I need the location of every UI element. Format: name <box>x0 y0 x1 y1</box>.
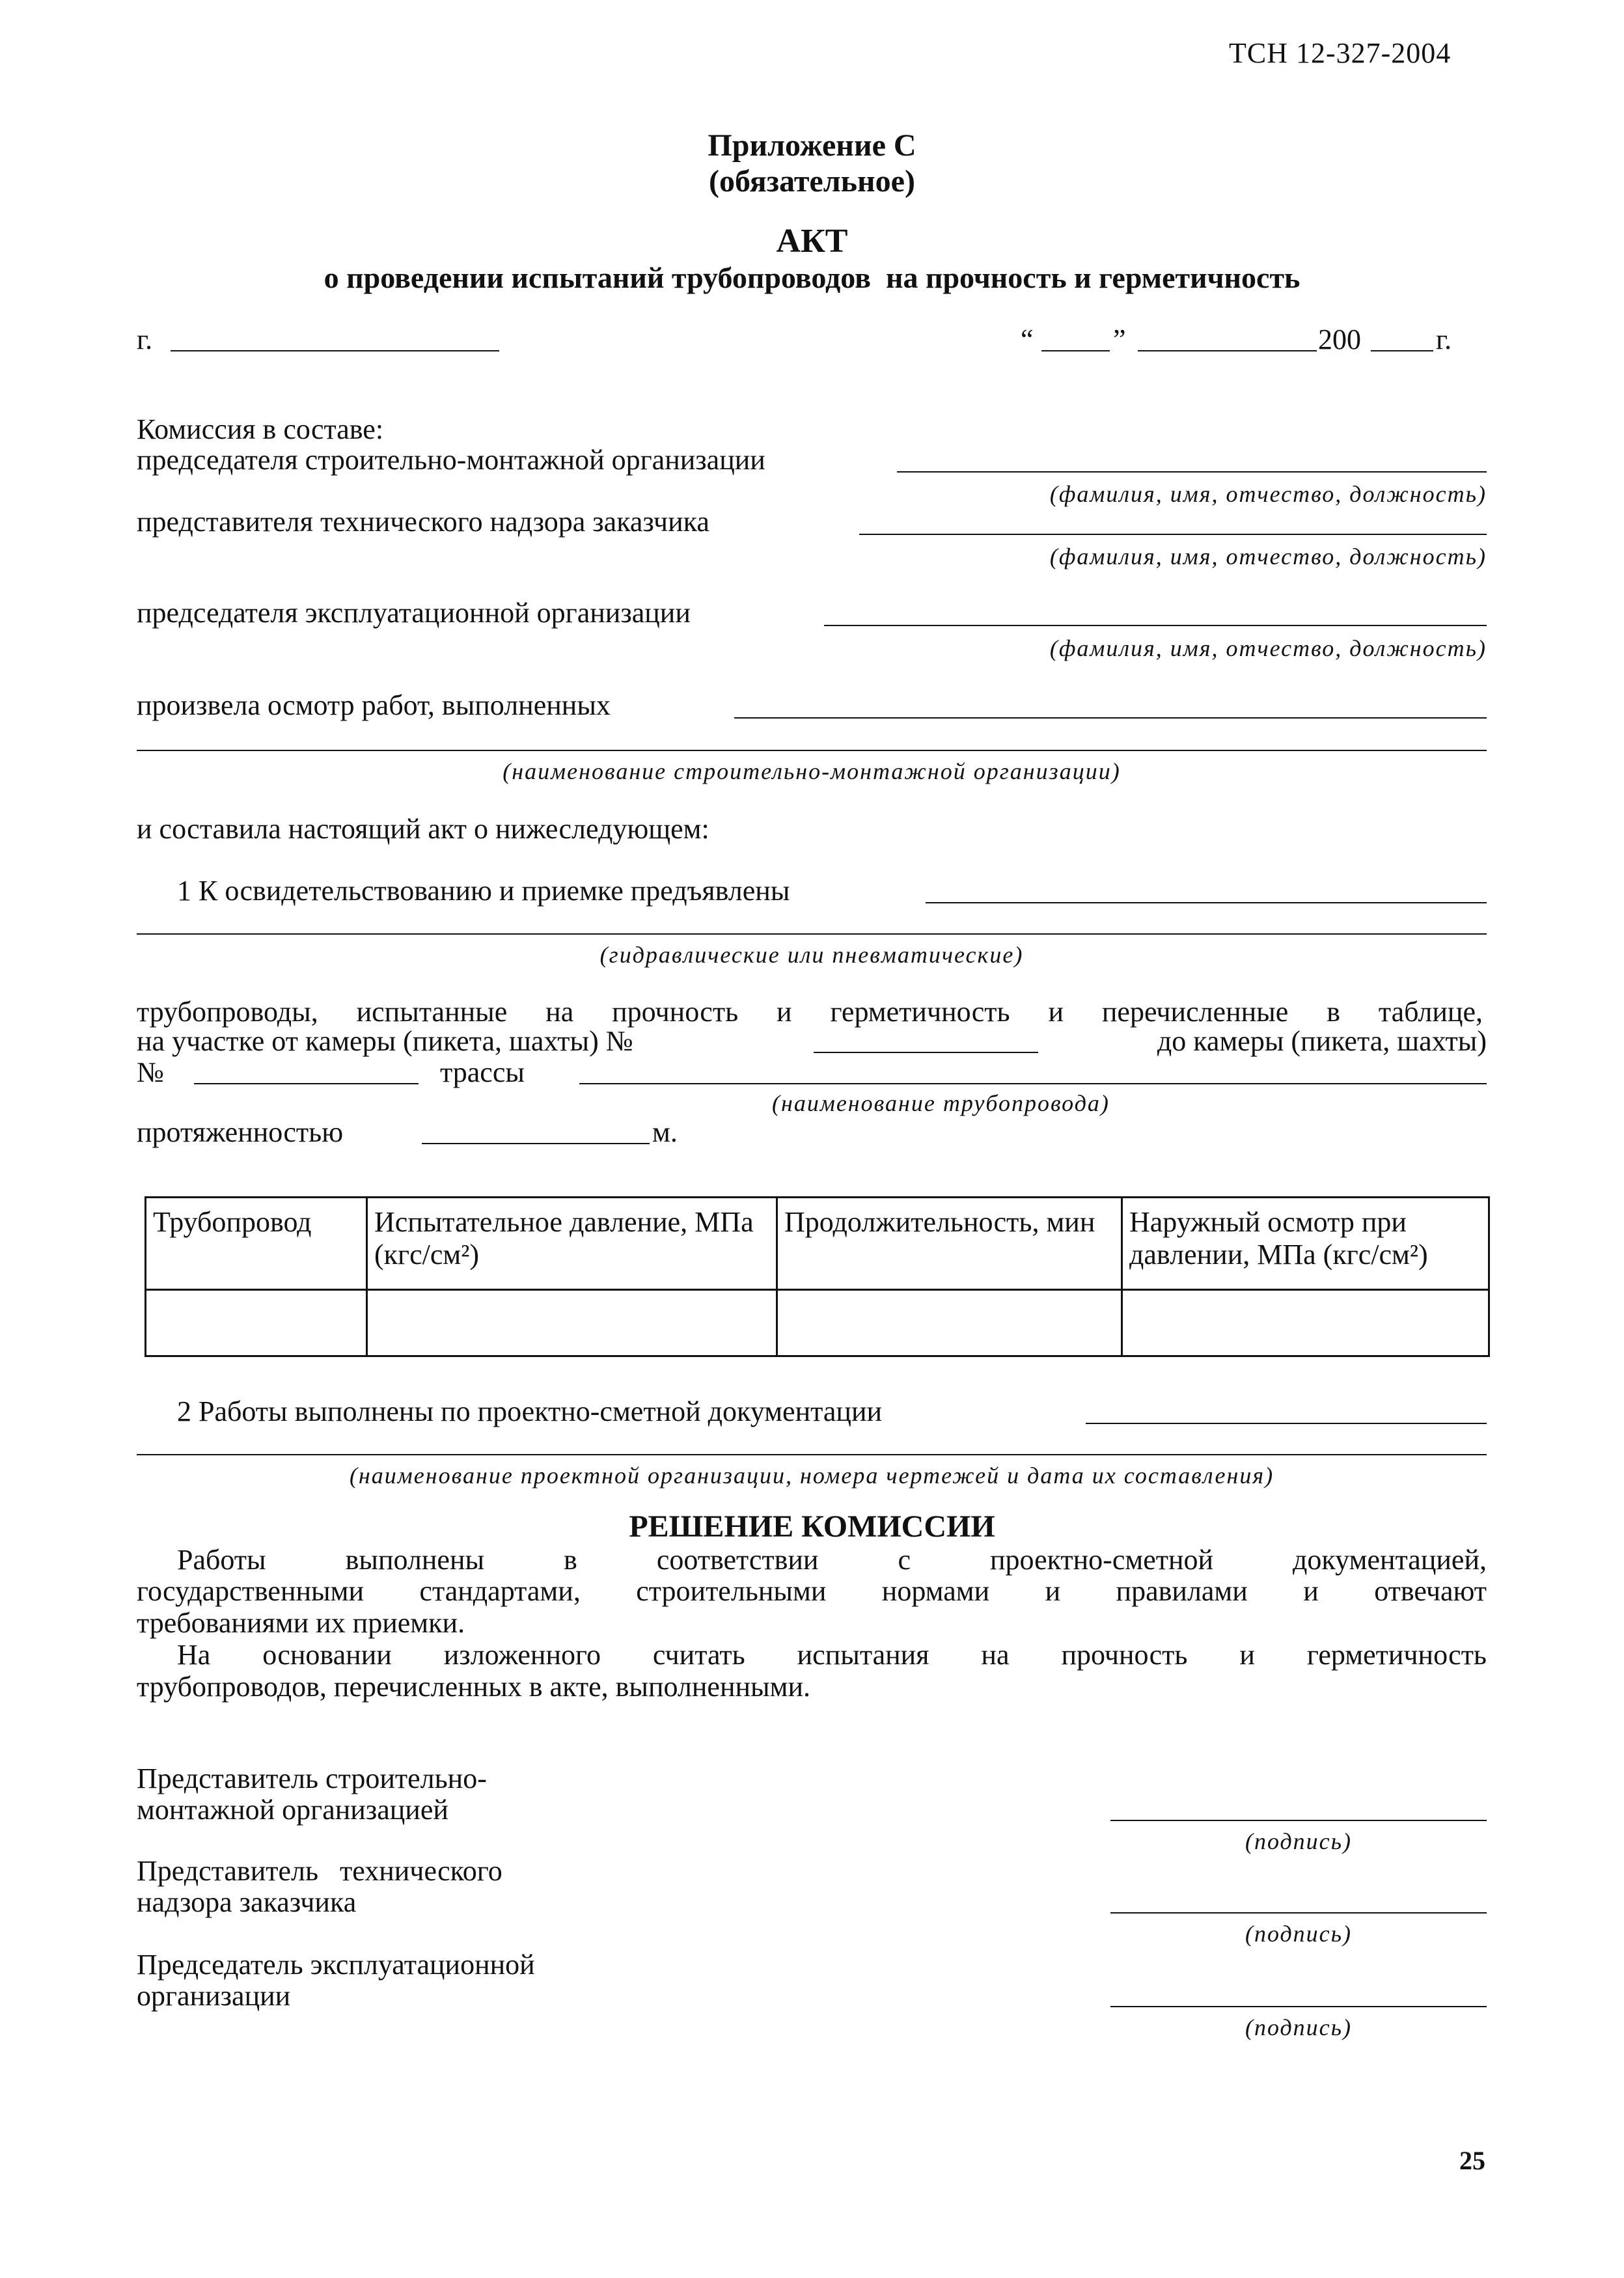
date-quote-close: ” <box>1113 323 1126 355</box>
signature-hint-supervision: (подпись) <box>1245 1921 1353 1947</box>
section-from-label: на участке от камеры (пикета, шахты) № <box>137 1025 633 1057</box>
appendix-mandatory: (обязательное) <box>709 164 915 199</box>
table-header-external-inspection: Наружный осмотр при давлении, МПа (кгс/см²) <box>1122 1198 1489 1290</box>
table-row <box>146 1290 1489 1356</box>
signature-label-construction-1: Представитель строительно- <box>137 1763 487 1794</box>
act-title: АКТ <box>776 223 848 260</box>
decision-p1-line2: государственными стандартами, строительными нормами и правилами и отвечают <box>137 1575 1487 1607</box>
inspected-hint: (наименование строительно-монтажной организации) <box>502 758 1121 784</box>
item1-field-2[interactable] <box>137 933 1487 935</box>
table-cell-pipeline[interactable] <box>146 1290 367 1356</box>
item2-hint: (наименование проектной организации, номера чертежей и дата их составления) <box>349 1462 1274 1489</box>
length-unit: м. <box>652 1116 678 1148</box>
date-month-field[interactable] <box>1138 350 1317 351</box>
signature-label-supervision-2: надзора заказчика <box>137 1886 357 1918</box>
member-hint-supervision: (фамилия, имя, отчество, должность) <box>1049 543 1487 570</box>
member-hint-construction: (фамилия, имя, отчество, должность) <box>1049 481 1487 507</box>
signature-field-supervision[interactable] <box>1110 1912 1487 1914</box>
city-prefix: г. <box>137 323 153 355</box>
signature-label-operation-2: организации <box>137 1980 291 2012</box>
signature-hint-construction: (подпись) <box>1245 1828 1353 1854</box>
decision-p2-line1: На основании изложенного считать испытания на прочность и герметичность <box>177 1639 1487 1671</box>
item2-field[interactable] <box>1086 1423 1487 1424</box>
route-field[interactable] <box>579 1083 1487 1084</box>
member-label-construction: председателя строительно-монтажной организации <box>137 444 765 476</box>
decision-p1-line1: Работы выполнены в соответствии с проектно-сметной документацией, <box>177 1544 1487 1576</box>
pipes-paragraph-line1: трубопроводы, испытанные на прочность и герметичность и перечисленные в таблице, <box>137 996 1483 1028</box>
commission-intro: Комиссия в составе: <box>137 413 384 445</box>
city-field[interactable] <box>171 350 499 351</box>
date-year-suffix: г. <box>1436 323 1452 355</box>
signature-label-construction-2: монтажной организацией <box>137 1794 448 1826</box>
member-label-supervision: представителя технического надзора заказчика <box>137 506 709 538</box>
item1-field[interactable] <box>926 902 1487 903</box>
item2-text: 2 Работы выполнены по проектно-сметной документации <box>177 1395 883 1427</box>
decision-p2-line2: трубопроводов, перечисленных в акте, выполненными. <box>137 1671 811 1703</box>
date-day-field[interactable] <box>1041 350 1110 351</box>
member-field-operation[interactable] <box>824 625 1487 626</box>
table-cell-external-inspection[interactable] <box>1122 1290 1489 1356</box>
date-quote-open: “ <box>1021 323 1034 355</box>
signature-field-construction[interactable] <box>1110 1820 1487 1821</box>
member-label-operation: председателя эксплуатационной организации <box>137 597 691 629</box>
length-field[interactable] <box>422 1143 650 1144</box>
table-header-test-pressure: Испытательное давление, МПа (кгс/см²) <box>367 1198 777 1290</box>
member-field-supervision[interactable] <box>859 534 1487 535</box>
inspected-field-2[interactable] <box>137 750 1487 751</box>
member-field-construction[interactable] <box>897 471 1487 473</box>
item1-hint: (гидравлические или пневматические) <box>599 942 1024 968</box>
appendix-title: Приложение С <box>708 128 916 163</box>
compiled-text: и составила настоящий акт о нижеследующем: <box>137 813 709 845</box>
table-header-duration: Продолжительность, мин <box>777 1198 1122 1290</box>
page-number: 25 <box>1459 2146 1485 2175</box>
pipelines-table <box>145 1196 1490 1357</box>
table-header-pipeline: Трубопровод <box>146 1198 367 1290</box>
decision-title: РЕШЕНИЕ КОМИССИИ <box>629 1509 995 1544</box>
length-label: протяженностью <box>137 1116 344 1148</box>
pipe-name-hint: (наименование трубопровода) <box>772 1090 1110 1116</box>
date-year-prefix: 200 <box>1318 323 1361 355</box>
table-cell-duration[interactable] <box>777 1290 1122 1356</box>
section-number-label: № <box>137 1056 164 1088</box>
act-subtitle: о проведении испытаний трубопроводов на прочность и герметичность <box>323 261 1301 294</box>
item1-text: 1 К освидетельствованию и приемке предъявлены <box>177 875 790 907</box>
signature-hint-operation: (подпись) <box>1245 2014 1353 2040</box>
signature-label-supervision-1: Представитель технического <box>137 1855 502 1887</box>
item2-field-2[interactable] <box>137 1454 1487 1455</box>
section-number-field[interactable] <box>194 1083 419 1084</box>
table-cell-test-pressure[interactable] <box>367 1290 777 1356</box>
signature-label-operation-1: Председатель эксплуатационной <box>137 1949 535 1981</box>
decision-p1-line3: требованиями их приемки. <box>137 1607 465 1639</box>
member-hint-operation: (фамилия, имя, отчество, должность) <box>1049 635 1487 661</box>
inspected-field[interactable] <box>734 717 1487 719</box>
signature-field-operation[interactable] <box>1110 2006 1487 2007</box>
section-from-field[interactable] <box>814 1052 1038 1053</box>
table-header-row <box>146 1198 1489 1290</box>
section-to-label: до камеры (пикета, шахты) <box>1157 1025 1487 1057</box>
route-label: трассы <box>440 1056 525 1088</box>
inspected-label: произвела осмотр работ, выполненных <box>137 689 611 721</box>
date-year-field[interactable] <box>1371 350 1433 351</box>
document-code: ТСН 12-327-2004 <box>1229 37 1452 69</box>
